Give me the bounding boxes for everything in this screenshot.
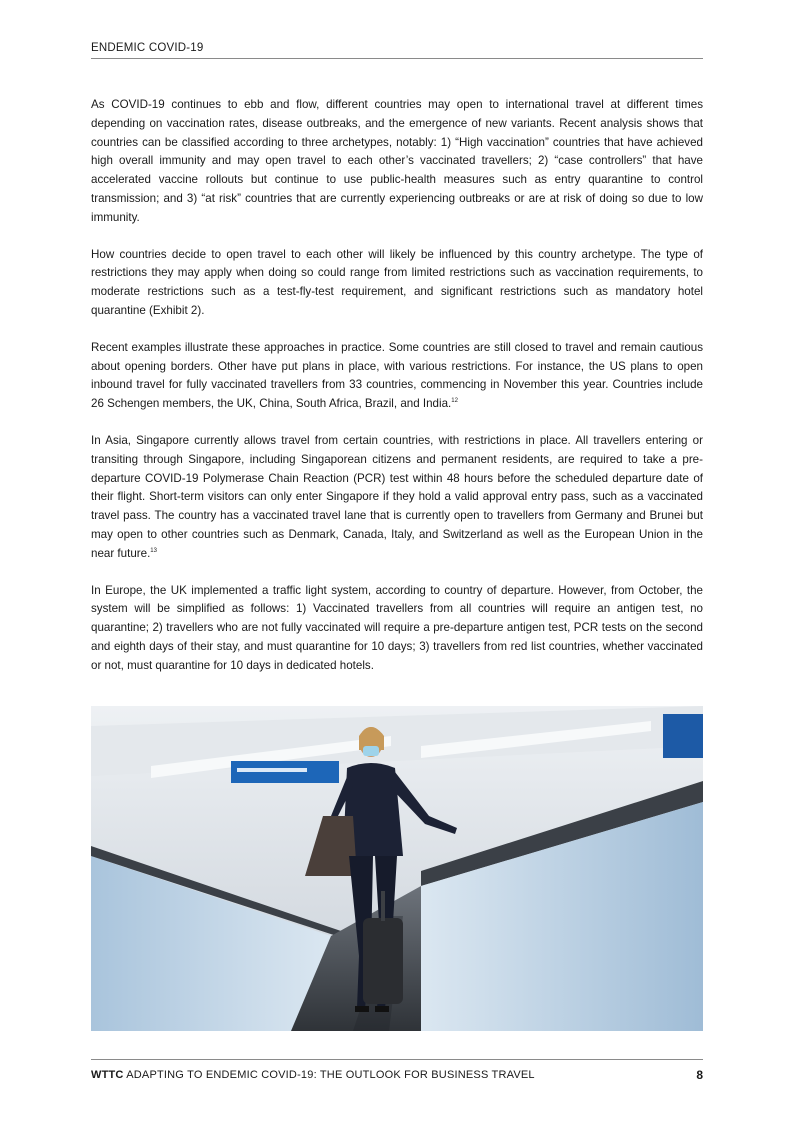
footer-document-title: ADAPTING TO ENDEMIC COVID-19: THE OUTLOOK FOR BUSINESS TRAVEL xyxy=(126,1069,535,1081)
paragraph-restrictions: How countries decide to open travel to each other will likely be influenced by this country archetype. The type of restrictions they may apply when doing so could range from limited restrictions such as vaccination requirements, to moderate restrictions such as a test-fly-test requirement, and significant restrictions such as mandatory hotel quarantine (Exhibit 2). xyxy=(91,247,703,317)
airport-travel-photo xyxy=(91,706,703,1031)
paragraph-europe: In Europe, the UK implemented a traffic light system, according to country of departure. However, from October, the system will be simplified as follows: 1) Vaccinated travellers from all countries will require an antigen test, no quarantine; 2) travellers who are not fully vaccinated will require a pre-departure antigen test, PCR tests on the second and eighth days of their stay, and must quarantine for 10 days; 3) travellers from red list countries, whether vaccinated or not, must quarantine for 10 days in dedicated hotels. xyxy=(91,583,703,672)
page-number: 8 xyxy=(696,1068,703,1082)
paragraph-examples: Recent examples illustrate these approaches in practice. Some countries are still closed to travel and remain cautious about opening borders. Other have put plans in place, with various restrictions. For instance, the US plans to open inbound travel for fully vaccinated travellers from 33 countries, commencing in November this year. Countries include 26 Schengen members, the UK, China, South Africa, Brazil, and India.$^{12}$ xyxy=(91,340,703,411)
footer-title xyxy=(91,1069,535,1081)
header-title: ENDEMIC COVID-19 xyxy=(91,42,204,54)
page-footer xyxy=(91,1059,703,1084)
photo-illustration xyxy=(91,706,703,1031)
body-text xyxy=(91,96,703,694)
paragraph-asia: In Asia, Singapore currently allows travel from certain countries, with restrictions in place. All travellers entering or transiting through Singapore, including Singaporean citizens and permanent residents, are required to take a pre-departure COVID-19 Polymerase Chain Reaction (PCR) test within 48 hours before the scheduled departure date of their flight. Short-term visitors can only enter Singapore if they hold a valid approval entry pass, such as a vaccinated travel pass. The country has a vaccinated travel lane that is currently open to travellers from Germany and Brunei but may open to other countries such as Denmark, Canada, Italy, and Switzerland as well as the European Union in the near future.$^{13}$ xyxy=(91,433,703,560)
paragraph-archetypes: As COVID-19 continues to ebb and flow, different countries may open to international travel at different times depending on vaccination rates, disease outbreaks, and the emergence of new variants. Recent analysis shows that countries can be classified according to three archetypes, notably: 1) “High vaccination” countries that have achieved high overall immunity and may open travel to each other’s vaccinated travellers; 2) “case controllers” that have accelerated vaccine rollouts but continue to use public-health measures such as entry quarantine to control transmission; and 3) “at risk” countries that are currently experiencing outbreaks or are at risk of doing so due to low immunity. xyxy=(91,98,703,224)
footer-brand: WTTC xyxy=(91,1069,124,1081)
footnote-ref: 12 xyxy=(451,398,458,405)
footnote-ref: 13 xyxy=(150,547,157,554)
page-header xyxy=(91,38,703,59)
